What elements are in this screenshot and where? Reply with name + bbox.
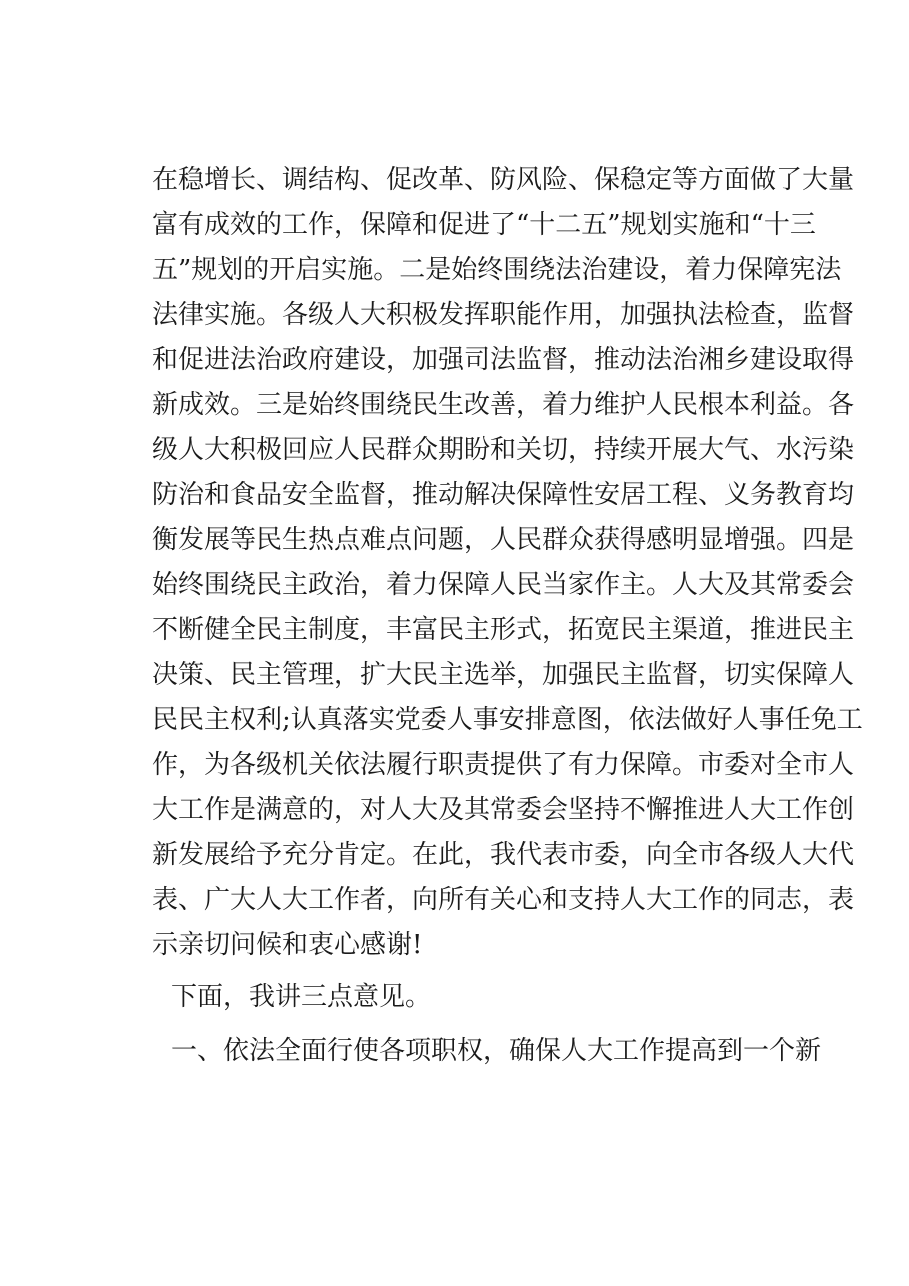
- text-line: 五”规划的开启实施。二是始终围绕法治建设，着力保障宪法: [152, 255, 842, 285]
- text-line: 示亲切问候和衷心感谢!: [152, 930, 423, 960]
- text-line: 民民主权利;认真落实党委人事安排意图，依法做好人事任免工: [152, 705, 863, 735]
- text-line: 富有成效的工作，保障和促进了“十二五”规划实施和“十三: [152, 210, 816, 240]
- text-line: 作，为各级机关依法履行职责提供了有力保障。市委对全市人: [152, 750, 855, 780]
- text-line: 法律实施。各级人大积极发挥职能作用，加强执法检查，监督: [152, 300, 855, 330]
- text-line: 始终围绕民主政治，着力保障人民当家作主。人大及其常委会: [152, 570, 855, 600]
- section-heading: 一、依法全面行使各项职权，确保人大工作提高到一个新: [171, 1036, 822, 1066]
- text-line: 衡发展等民生热点难点问题，人民群众获得感明显增强。四是: [152, 525, 855, 555]
- text-line: 和促进法治政府建设，加强司法监督，推动法治湘乡建设取得: [152, 345, 855, 375]
- text-line: 大工作是满意的，对人大及其常委会坚持不懈推进人大工作创: [152, 795, 855, 825]
- paragraph-opening: 下面，我讲三点意见。: [171, 982, 432, 1012]
- text-line: 在稳增长、调结构、促改革、防风险、保稳定等方面做了大量: [152, 165, 855, 195]
- text-line: 决策、民主管理，扩大民主选举，加强民主监督，切实保障人: [152, 660, 855, 690]
- text-line: 级人大积极回应人民群众期盼和关切，持续开展大气、水污染: [152, 435, 855, 465]
- text-line: 不断健全民主制度，丰富民主形式，拓宽民主渠道，推进民主: [152, 615, 855, 645]
- text-line: 新成效。三是始终围绕民生改善，着力维护人民根本利益。各: [152, 390, 855, 420]
- text-line: 表、广大人大工作者，向所有关心和支持人大工作的同志，表: [152, 885, 855, 915]
- text-line: 新发展给予充分肯定。在此，我代表市委，向全市各级人大代: [152, 840, 855, 870]
- text-line: 防治和食品安全监督，推动解决保障性安居工程、义务教育均: [152, 480, 855, 510]
